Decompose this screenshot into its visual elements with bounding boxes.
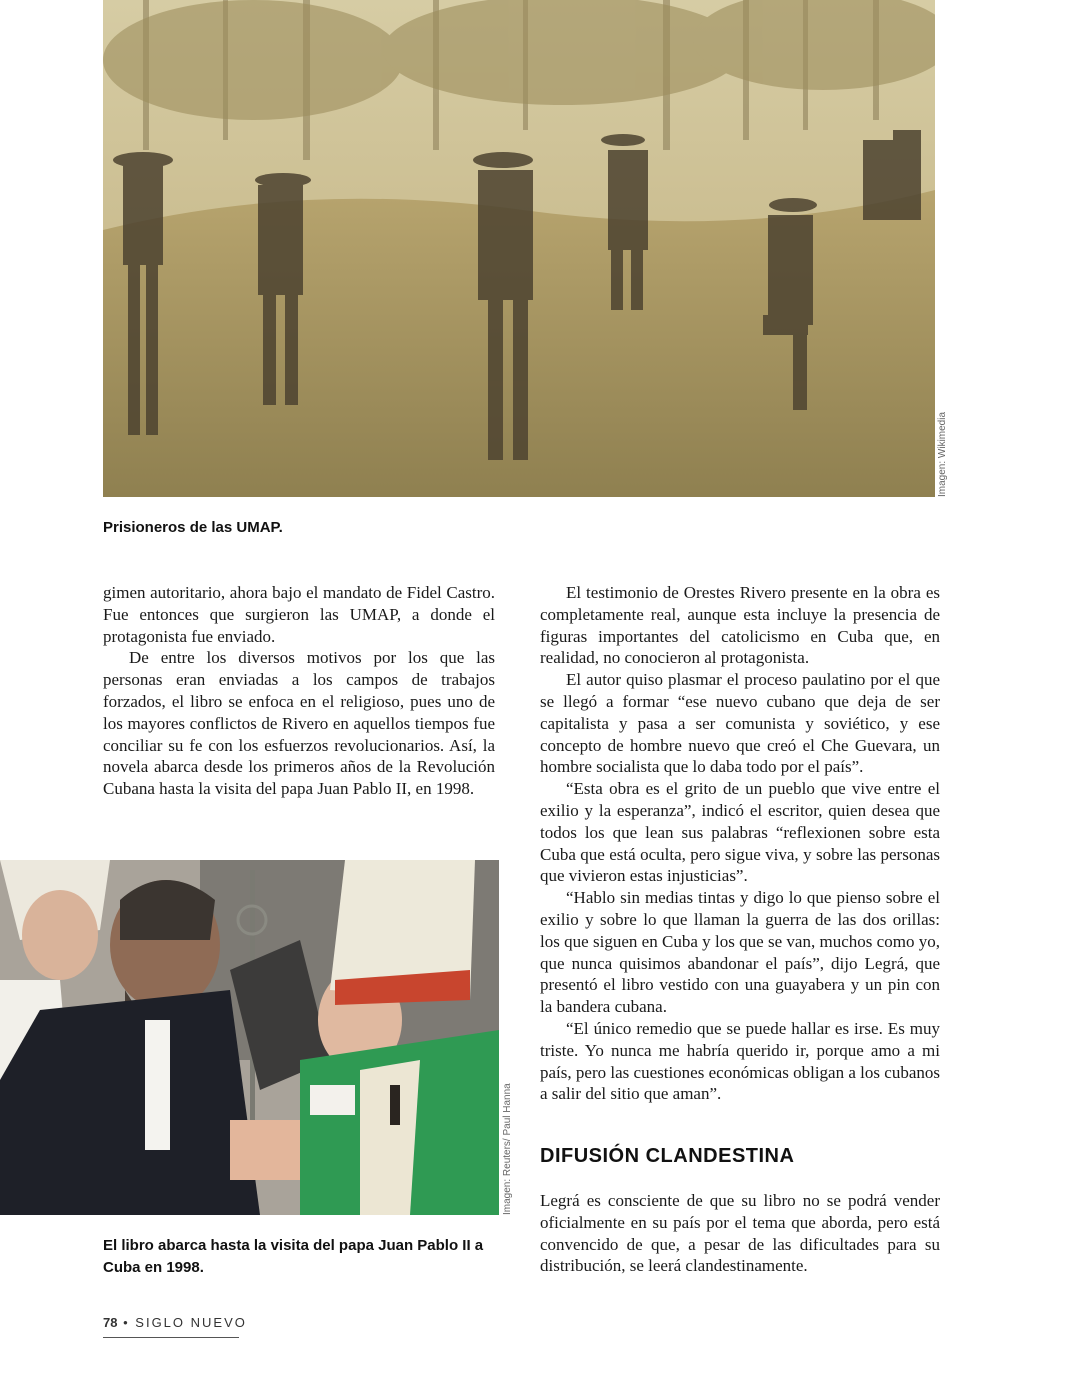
- footer-separator: •: [123, 1315, 130, 1330]
- closing-paragraph: Legrá es consciente de que su libro no se podrá vender oficialmente en su país por el tema que aborda, pero está convencido de que, a pesar de las dificultades para su distribución, se leerá clandestinamente.: [540, 1191, 940, 1276]
- right-paragraph-2: El autor quiso plasmar el proceso paulatino por el que se llegó a formar “ese nuevo cubano que deja de ser capitalista y pasa a ser comunista y soviético, y ese concepto de hombre nuevo que creó el Che Guevara, un hombre socialista que lo daba todo por el país”.: [540, 670, 940, 777]
- section-heading: DIFUSIÓN CLANDESTINA: [540, 1145, 795, 1167]
- closing-paragraph-block: [540, 1190, 940, 1277]
- page-number: 78: [103, 1315, 118, 1330]
- photo2-credit: Imagen: Reuters/ Paul Hanna: [502, 1083, 513, 1215]
- photo2-caption: El libro abarca hasta la visita del papa Juan Pablo II a Cuba en 1998.: [103, 1237, 484, 1276]
- left-paragraph-2: De entre los diversos motivos por los que las personas eran enviadas a los campos de trabajos forzados, el libro se enfoca en el religioso, pues uno de los mayores conflictos de Rivero en aquellos tiempos fue conciliar su fe con los esfuerzos revolucionarios. Así, la novela abarca desde los primeros años de la Revolución Cubana hasta la visita del papa Juan Pablo II, en 1998.: [103, 648, 495, 799]
- publication-name: SIGLO NUEVO: [135, 1315, 247, 1330]
- photo1-credit: Imagen: Wikimedia: [937, 411, 948, 497]
- photo1-caption: Prisioneros de las UMAP.: [103, 519, 283, 536]
- right-paragraph-3: “Esta obra es el grito de un pueblo que vive entre el exilio y la esperanza”, indicó el escritor, quien desea que todos los que lean sus palabras “reflexionen sobre esta Cuba que está oculta, pero sigue viva, y sobre las personas que vivieron estas injusticias”.: [540, 779, 940, 886]
- right-paragraph-4: “Hablo sin medias tintas y digo lo que pienso sobre el exilio y sobre lo que llaman la guerra de las dos orillas: los que siguen en Cuba y los que se van, muchos como yo, que nunca quisimos abandonar el país”, dijo Legrá, que presentó el libro vestido con una guayabera y un pin con la bandera cubana.: [540, 888, 940, 1017]
- footer-rule: [103, 1337, 239, 1338]
- umap-prisoners-photo: [103, 0, 935, 497]
- left-column: [103, 582, 495, 800]
- page-footer: [103, 1315, 247, 1330]
- right-paragraph-5: “El único remedio que se puede hallar es irse. Es muy triste. Yo nunca me habría querido ir, porque amo a mi país, pero las cuestiones económicas obligan a los cubanos a salir del sitio que aman”.: [540, 1018, 940, 1104]
- left-paragraph-1: gimen autoritario, ahora bajo el mandato de Fidel Castro. Fue entonces que surgieron las UMAP, a donde el protagonista fue enviado.: [103, 583, 495, 646]
- right-column: [540, 582, 940, 1105]
- right-paragraph-1: El testimonio de Orestes Rivero presente en la obra es completamente real, aunque esta incluye la presencia de figuras importantes del catolicismo en Cuba que, en realidad, no conocieron al protagonista.: [540, 583, 940, 668]
- castro-pope-photo: [0, 860, 499, 1215]
